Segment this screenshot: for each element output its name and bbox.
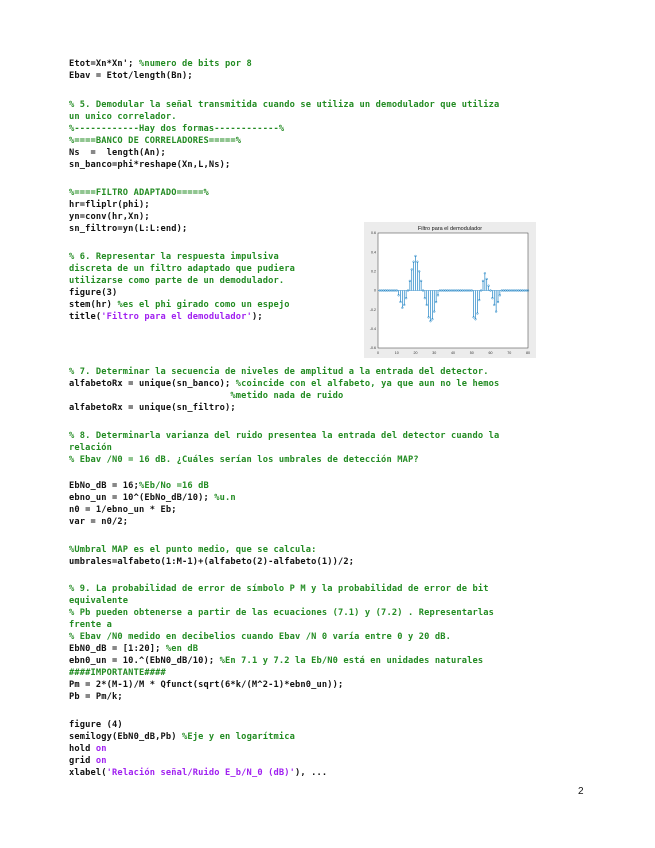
code-line bbox=[69, 556, 354, 568]
code-line bbox=[69, 607, 494, 619]
code-line bbox=[69, 767, 327, 779]
code-line bbox=[69, 454, 499, 466]
code-text: Etot=Xn*Xn'; bbox=[69, 59, 139, 69]
code-line bbox=[69, 743, 327, 755]
code-text: alfabetoRx = unique(sn_filtro); bbox=[69, 403, 236, 413]
code-comment: %es el phi girado como un espejo bbox=[117, 300, 290, 310]
stem-plot bbox=[364, 222, 536, 358]
code-block bbox=[69, 583, 494, 703]
code-line bbox=[69, 99, 499, 111]
code-comment: %Eb/No =16 dB bbox=[138, 481, 209, 491]
code-comment: relación bbox=[69, 443, 113, 453]
code-text: hold bbox=[69, 744, 96, 754]
code-comment: % 8. Determinarla varianza del ruido presentea la entrada del detector cuando la bbox=[69, 431, 500, 441]
code-text: alfabetoRx = unique(sn_banco); bbox=[69, 379, 236, 389]
code-text: EbN0_dB = [1:20]; bbox=[69, 644, 166, 654]
code-line bbox=[69, 147, 499, 159]
code-line bbox=[69, 275, 295, 287]
code-block bbox=[69, 430, 499, 466]
code-line bbox=[69, 583, 494, 595]
code-line bbox=[69, 719, 327, 731]
code-line bbox=[69, 631, 494, 643]
code-block bbox=[69, 719, 327, 779]
code-string: on bbox=[95, 756, 107, 766]
code-block bbox=[69, 544, 354, 568]
code-string: 'Relación señal/Ruido E_b/N_0 (dB)' bbox=[106, 768, 295, 778]
code-line bbox=[69, 223, 209, 235]
code-line bbox=[69, 480, 236, 492]
code-comment: %numero de bits por 8 bbox=[138, 59, 252, 69]
code-text: figure (4) bbox=[69, 720, 123, 730]
code-line bbox=[69, 111, 499, 123]
code-line bbox=[69, 643, 494, 655]
code-comment: %metido nada de ruido bbox=[230, 391, 344, 401]
code-text: sn_banco=phi*reshape(Xn,L,Ns); bbox=[69, 160, 231, 170]
code-text: hr=fliplr(phi); bbox=[69, 200, 150, 210]
code-line bbox=[69, 595, 494, 607]
code-line bbox=[69, 516, 236, 528]
code-line bbox=[69, 135, 499, 147]
code-block bbox=[69, 366, 499, 414]
code-line bbox=[69, 492, 236, 504]
code-line bbox=[69, 390, 499, 402]
code-text: n0 = 1/ebno_un * Eb; bbox=[69, 505, 177, 515]
code-block bbox=[69, 58, 252, 82]
code-line bbox=[69, 755, 327, 767]
code-text: xlabel( bbox=[69, 768, 107, 778]
code-line bbox=[69, 430, 499, 442]
code-line bbox=[69, 70, 252, 82]
code-line bbox=[69, 187, 209, 199]
code-line bbox=[69, 402, 499, 414]
code-comment: utilizarse como parte de un demodulador. bbox=[69, 276, 285, 286]
code-string: 'Filtro para el demodulador' bbox=[101, 312, 252, 322]
code-block bbox=[69, 251, 295, 323]
code-text: var = n0/2; bbox=[69, 517, 129, 527]
code-text: yn=conv(hr,Xn); bbox=[69, 212, 150, 222]
y-tick-label: -0.4 bbox=[369, 327, 376, 332]
code-text: EbNo_dB = 16; bbox=[69, 481, 139, 491]
code-line bbox=[69, 263, 295, 275]
code-line bbox=[69, 655, 494, 667]
y-tick-label: -0.2 bbox=[369, 307, 376, 312]
code-text: Pb = Pm/k; bbox=[69, 692, 123, 702]
x-tick-label: 30 bbox=[432, 351, 437, 355]
code-line bbox=[69, 667, 494, 679]
code-line bbox=[69, 251, 295, 263]
y-tick-label: 0.2 bbox=[371, 269, 376, 274]
code-line bbox=[69, 378, 499, 390]
code-line bbox=[69, 211, 209, 223]
x-tick-label: 0 bbox=[377, 351, 379, 355]
code-comment: equivalente bbox=[69, 596, 129, 606]
code-comment: %====BANCO DE CORRELADORES=====% bbox=[69, 136, 242, 146]
code-line bbox=[69, 299, 295, 311]
code-text: title( bbox=[69, 312, 102, 322]
x-tick-label: 20 bbox=[413, 351, 418, 355]
code-comment: %Umbral MAP es el punto medio, que se calcula: bbox=[69, 545, 317, 555]
code-comment: %En 7.1 y 7.2 la Eb/N0 está en unidades naturales bbox=[219, 656, 484, 666]
code-line bbox=[69, 544, 354, 556]
code-text: grid bbox=[69, 756, 96, 766]
code-comment: %====FILTRO ADAPTADO=====% bbox=[69, 188, 209, 198]
x-tick-label: 60 bbox=[488, 351, 493, 355]
code-comment: % Ebav /N0 = 16 dB. ¿Cuáles serían los umbrales de detección MAP? bbox=[69, 455, 419, 465]
code-line bbox=[69, 311, 295, 323]
x-tick-label: 10 bbox=[394, 351, 399, 355]
code-string: on bbox=[95, 744, 107, 754]
x-tick-label: 40 bbox=[451, 351, 455, 355]
code-comment: %u.n bbox=[214, 493, 236, 503]
code-block bbox=[69, 187, 209, 235]
code-line bbox=[69, 123, 499, 135]
code-line bbox=[69, 504, 236, 516]
code-comment: ####IMPORTANTE#### bbox=[69, 668, 166, 678]
code-text: stem(hr) bbox=[69, 300, 118, 310]
code-line bbox=[69, 691, 494, 703]
figure-title: Filtro para el demodulador bbox=[417, 226, 483, 232]
code-line bbox=[69, 679, 494, 691]
code-text: ebno_un = 10^(EbNo_dB/10); bbox=[69, 493, 215, 503]
code-comment: % 7. Determinar la secuencia de niveles de amplitud a la entrada del detector. bbox=[69, 367, 489, 377]
code-text bbox=[69, 391, 230, 401]
matlab-figure bbox=[364, 222, 536, 358]
x-tick-label: 50 bbox=[469, 351, 474, 355]
code-comment: % Pb pueden obtenerse a partir de las ecuaciones (7.1) y (7.2) . Representarlas bbox=[69, 608, 495, 618]
code-text: sn_filtro=yn(L:L:end); bbox=[69, 224, 188, 234]
code-comment: frente a bbox=[69, 620, 113, 630]
code-comment: %------------Hay dos formas------------% bbox=[69, 124, 285, 134]
code-line bbox=[69, 731, 327, 743]
code-line bbox=[69, 287, 295, 299]
code-comment: % Ebav /N0 medido en decibelios cuando Ebav /N 0 varía entre 0 y 20 dB. bbox=[69, 632, 452, 642]
y-tick-label: -0.6 bbox=[369, 346, 376, 351]
code-block bbox=[69, 480, 236, 528]
code-text: umbrales=alfabeto(1:M-1)+(alfabeto(2)-alfabeto(1))/2; bbox=[69, 557, 355, 567]
code-text: Ebav = Etot/length(Bn); bbox=[69, 71, 193, 81]
code-text: ebn0_un = 10.^(EbN0_dB/10); bbox=[69, 656, 220, 666]
code-line bbox=[69, 58, 252, 70]
code-comment: %coincide con el alfabeto, ya que aun no le hemos bbox=[235, 379, 500, 389]
y-tick-label: 0.6 bbox=[371, 231, 376, 236]
code-text: Pm = 2*(M-1)/M * Qfunct(sqrt(6*k/(M^2-1)*ebn0_un)); bbox=[69, 680, 344, 690]
code-comment: % 5. Demodular la señal transmitida cuando se utiliza un demodulador que utiliza bbox=[69, 100, 500, 110]
code-line bbox=[69, 199, 209, 211]
code-comment: % 6. Representar la respuesta impulsiva bbox=[69, 252, 279, 262]
code-line bbox=[69, 159, 499, 171]
code-text: figure(3) bbox=[69, 288, 118, 298]
code-line bbox=[69, 442, 499, 454]
y-tick-label: 0 bbox=[374, 288, 376, 293]
code-comment: discreta de un filtro adaptado que pudiera bbox=[69, 264, 295, 274]
page-number: 2 bbox=[578, 786, 584, 797]
code-line bbox=[69, 366, 499, 378]
code-text: ), ... bbox=[294, 768, 328, 778]
code-text: semilogy(EbN0_dB,Pb) bbox=[69, 732, 182, 742]
y-tick-label: 0.4 bbox=[371, 250, 376, 255]
code-text: Ns = length(An); bbox=[69, 148, 166, 158]
code-line bbox=[69, 619, 494, 631]
code-comment: un unico correlador. bbox=[69, 112, 177, 122]
code-comment: % 9. La probabilidad de error de símbolo P M y la probabilidad de error de bit bbox=[69, 584, 489, 594]
code-comment: %Eje y en logarítmica bbox=[182, 732, 295, 742]
code-comment: %en dB bbox=[165, 644, 199, 654]
x-tick-label: 70 bbox=[507, 351, 512, 355]
code-block bbox=[69, 99, 499, 171]
x-tick-label: 80 bbox=[526, 351, 530, 355]
code-text: ); bbox=[251, 312, 263, 322]
